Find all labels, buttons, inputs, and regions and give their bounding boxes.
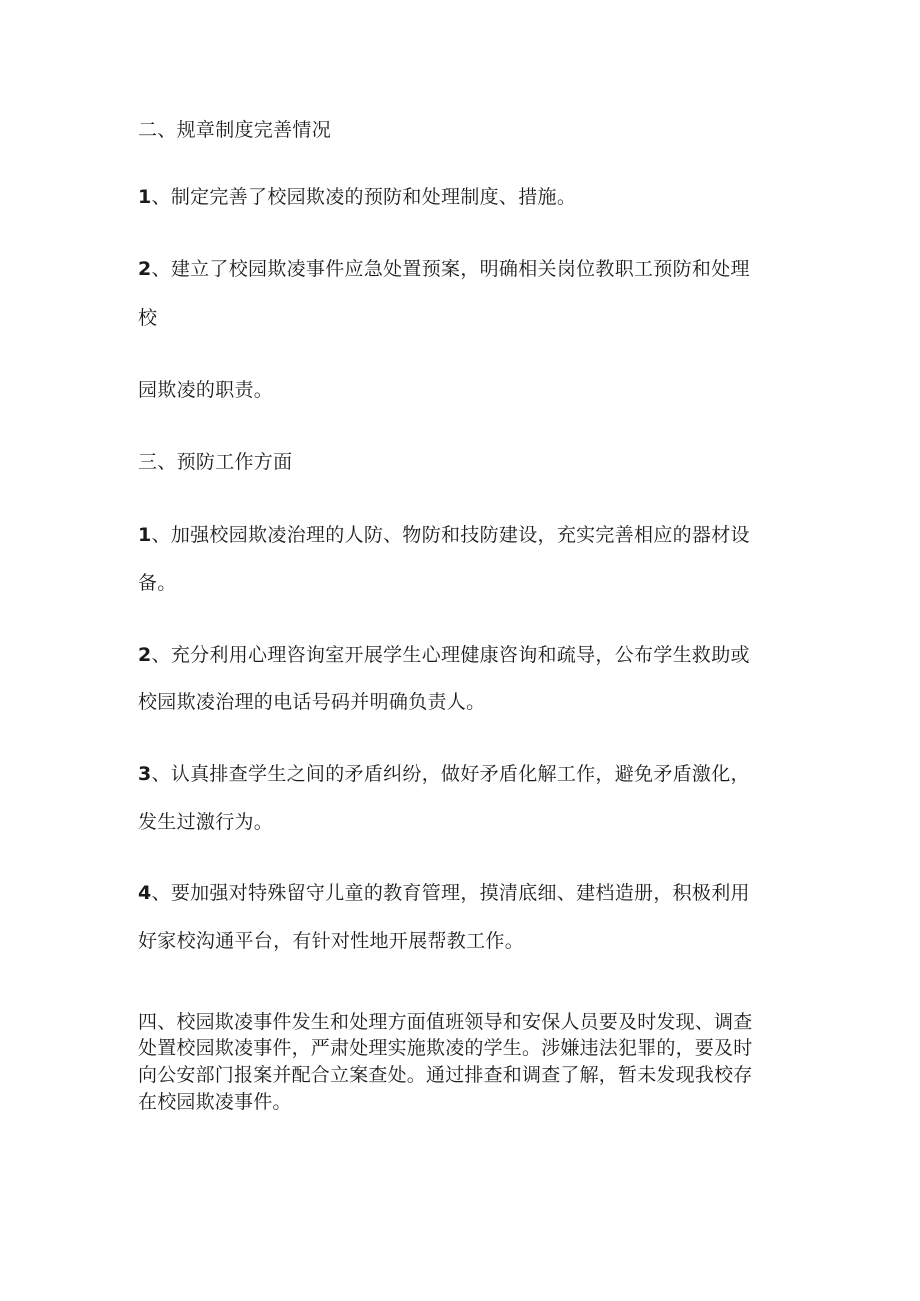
- item-number: 4: [138, 882, 152, 904]
- section-2-item-2-line-2: [138, 306, 157, 330]
- item-text: 好家校沟通平台，有针对性地开展帮教工作。: [138, 930, 525, 952]
- section-4-line-1: [138, 1010, 752, 1034]
- paragraph-text: 四、校园欺凌事件发生和处理方面值班领导和安保人员要及时发现、调查: [138, 1011, 753, 1033]
- section-2-heading: [138, 118, 331, 142]
- item-text: 、认真排查学生之间的矛盾纠纷，做好矛盾化解工作，避免矛盾激化，: [151, 763, 750, 785]
- item-number: 1: [138, 524, 152, 546]
- item-text: 校: [138, 307, 158, 329]
- item-text: 、制定完善了校园欺凌的预防和处理制度、措施。: [151, 186, 577, 208]
- item-number: 2: [138, 644, 152, 666]
- item-number: 1: [138, 186, 152, 208]
- section-3-item-4-line-2: [138, 929, 524, 953]
- section-4-line-2: [138, 1036, 752, 1060]
- item-text: 校园欺凌治理的电话号码并明确负责人。: [138, 691, 486, 713]
- section-3-heading-text: 三、预防工作方面: [138, 451, 293, 473]
- item-text: 园欺凌的职责。: [138, 379, 274, 401]
- section-4-line-4: [138, 1090, 292, 1114]
- section-2-item-2-line-3: [138, 378, 273, 402]
- section-2-heading-text: 二、规章制度完善情况: [138, 119, 332, 141]
- section-3-item-2-line-2: [138, 690, 485, 714]
- section-2-item-1: [138, 185, 576, 209]
- item-text: 、加强校园欺凌治理的人防、物防和技防建设，充实完善相应的器材设: [151, 524, 750, 546]
- section-4-line-3: [138, 1063, 752, 1087]
- item-number: 2: [138, 258, 152, 280]
- item-text: 、要加强对特殊留守儿童的教育管理，摸清底细、建档造册，积极利用: [151, 882, 750, 904]
- paragraph-text: 处置校园欺凌事件，严肃处理实施欺凌的学生。涉嫌违法犯罪的，要及时: [138, 1037, 753, 1059]
- item-text: 、充分利用心理咨询室开展学生心理健康咨询和疏导，公布学生救助或: [151, 644, 750, 666]
- section-2-item-2-line-1: [138, 257, 750, 281]
- item-text: 备。: [138, 572, 177, 594]
- item-text: 、建立了校园欺凌事件应急处置预案，明确相关岗位教职工预防和处理: [151, 258, 750, 280]
- item-number: 3: [138, 763, 152, 785]
- section-3-item-4-line-1: [138, 881, 750, 905]
- section-3-item-1-line-1: [138, 523, 750, 547]
- item-text: 发生过激行为。: [138, 811, 274, 833]
- section-3-item-1-line-2: [138, 571, 177, 595]
- section-3-item-3-line-1: [138, 762, 750, 786]
- section-3-heading: [138, 450, 292, 474]
- paragraph-text: 向公安部门报案并配合立案查处。通过排查和调查了解，暂未发现我校存: [138, 1064, 753, 1086]
- section-3-item-3-line-2: [138, 810, 273, 834]
- section-3-item-2-line-1: [138, 643, 750, 667]
- paragraph-text: 在校园欺凌事件。: [138, 1091, 292, 1113]
